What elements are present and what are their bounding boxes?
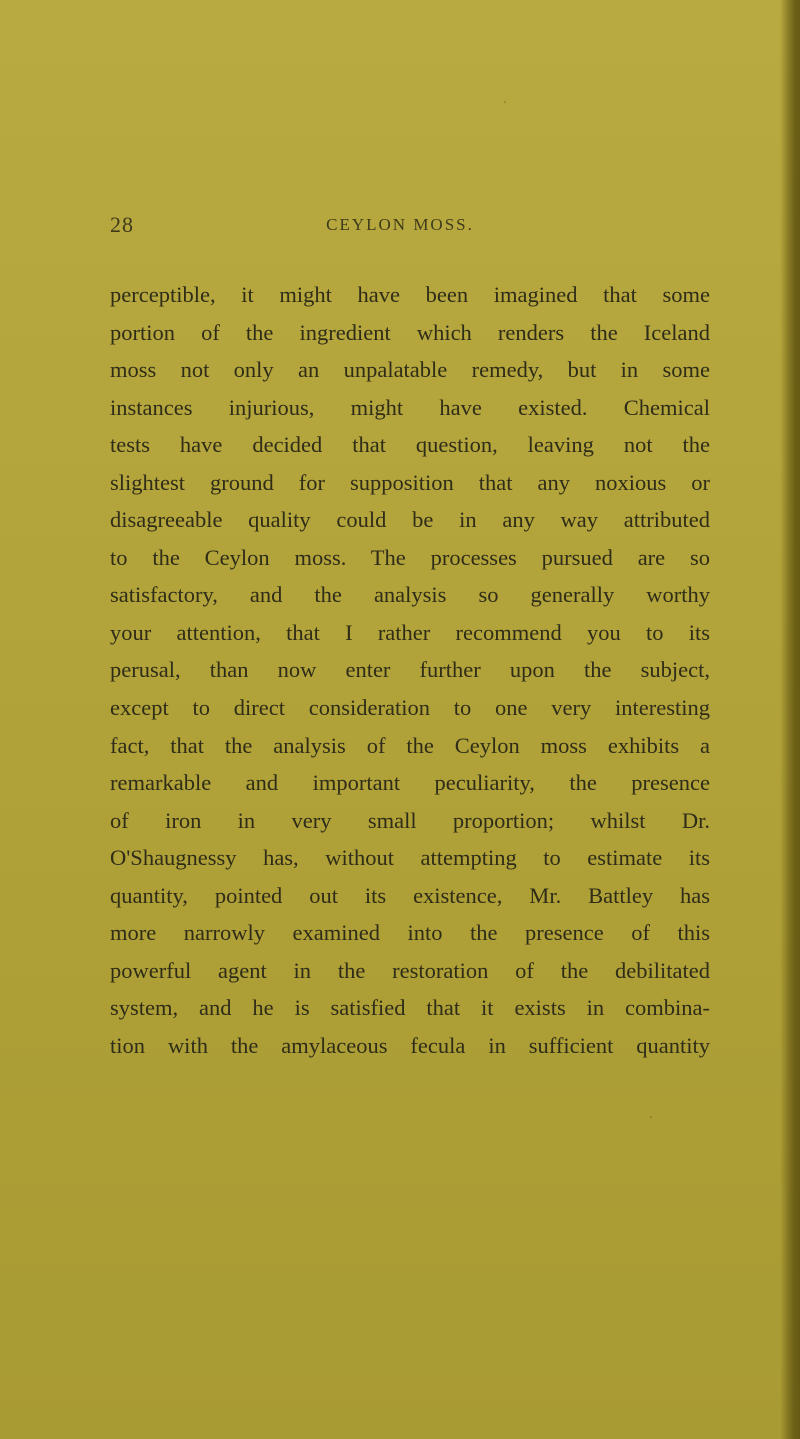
paper-speck: [650, 1116, 652, 1118]
text-line: to the Ceylon moss. The processes pursued are so: [110, 544, 710, 570]
body-text: [110, 276, 710, 1064]
text-line: powerful agent in the restoration of the debilitated: [110, 957, 710, 983]
text-line: perceptible, it might have been imagined that some: [110, 282, 710, 307]
text-line: your attention, that I rather recommend you to its: [110, 619, 710, 645]
text-line: fact, that the analysis of the Ceylon moss exhibits a: [110, 732, 710, 758]
text-line: disagreeable quality could be in any way attributed: [110, 507, 710, 533]
text-line: instances injurious, might have existed. Chemical: [110, 394, 710, 420]
running-head: CEYLON MOSS.: [326, 215, 474, 234]
text-line: portion of the ingredient which renders the Iceland: [110, 319, 710, 345]
text-line: system, and he is satisfied that it exists in combina-: [110, 995, 710, 1021]
text-line: quantity, pointed out its existence, Mr. Battley has: [110, 882, 710, 908]
text-line: satisfactory, and the analysis so generally worthy: [110, 582, 710, 608]
text-line: slightest ground for supposition that any noxious or: [110, 469, 710, 495]
text-line: perusal, than now enter further upon the subject,: [110, 657, 710, 683]
page-edge: [794, 0, 800, 1439]
text-line: remarkable and important peculiarity, the presence: [110, 770, 710, 796]
text-line: except to direct consideration to one very interesting: [110, 695, 710, 721]
paper-speck: [504, 101, 506, 103]
text-line: tests have decided that question, leaving not the: [110, 432, 710, 458]
text-line: moss not only an unpalatable remedy, but in some: [110, 357, 710, 383]
text-line: O'Shaugnessy has, without attempting to estimate its: [110, 845, 710, 871]
text-line: more narrowly examined into the presence of this: [110, 920, 710, 946]
text-line: of iron in very small proportion; whilst Dr.: [110, 807, 710, 833]
text-line: tion with the amylaceous fecula in sufficient quantity: [110, 1032, 710, 1058]
page-number: 28: [110, 212, 134, 237]
